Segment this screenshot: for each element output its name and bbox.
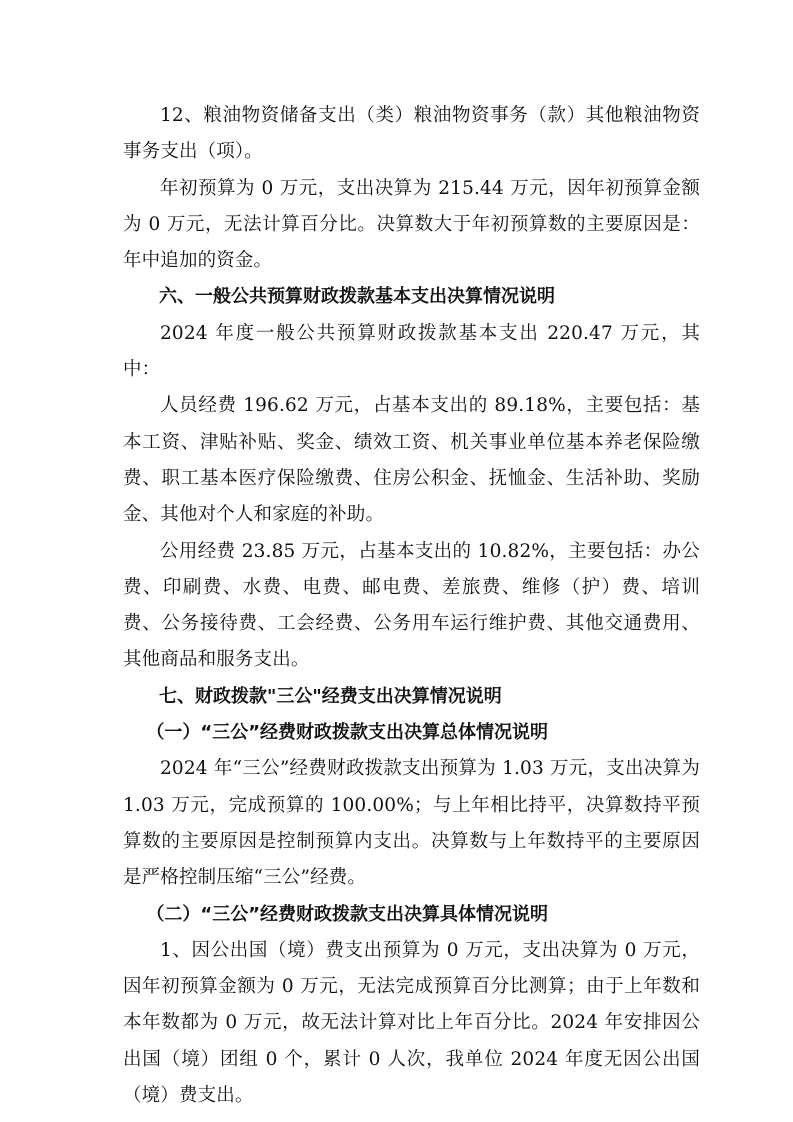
paragraph-item-12-detail: 年初预算为 0 万元，支出决算为 215.44 万元，因年初预算金额为 0 万元，无法计算百分比。决算数大于年初预算数的主要原因是：年中追加的资金。 [123, 177, 700, 272]
subsection-heading-7-2: （二）“三公”经费财政拨款支出决算具体情况说明 [146, 903, 549, 925]
subsection-heading-7-1: （一）“三公”经费财政拨款支出决算总体情况说明 [146, 722, 549, 744]
section-heading-7: 七、财政拨款"三公"经费支出决算情况说明 [159, 685, 502, 707]
paragraph-overseas-travel: 1、因公出国（境）费支出预算为 0 万元，支出决算为 0 万元，因年初预算金额为 0 万元，无法完成预算百分比测算；由于上年数和本年数都为 0 万元，故无法计算对比上年百分比。2024 年安排因公出国（境）团组 0 个，累计 0 人次，我单位 2024 年度无因公出国（境）费支出。 [123, 939, 700, 1107]
paragraph-item-12: 12、粮油物资储备支出（类）粮油物资事务（款）其他粮油物资事务支出（项）。 [123, 105, 700, 163]
paragraph-personnel-expenses: 人员经费 196.62 万元，占基本支出的 89.18%，主要包括：基本工资、津贴补贴、奖金、绩效工资、机关事业单位基本养老保险缴费、职工基本医疗保险缴费、住房公积金、抚恤金、生活补助、奖励金、其他对个人和家庭的补助。 [123, 395, 700, 526]
document-body [123, 98, 700, 1114]
paragraph-public-expenses: 公用经费 23.85 万元，占基本支出的 10.82%，主要包括：办公费、印刷费、水费、电费、邮电费、差旅费、维修（护）费、培训费、公务接待费、工会经费、公务用车运行维护费、其他交通费用、其他商品和服务支出。 [123, 540, 700, 671]
section-heading-6: 六、一般公共预算财政拨款基本支出决算情况说明 [159, 286, 555, 308]
paragraph-basic-expenditure-total: 2024 年度一般公共预算财政拨款基本支出 220.47 万元，其中： [123, 322, 700, 381]
paragraph-three-public-overall: 2024 年“三公”经费财政拨款支出预算为 1.03 万元，支出决算为 1.03 万元，完成预算的 100.00%；与上年相比持平，决算数持平预算数的主要原因是控制预算内支出。决算数与上年数持平的主要原因是严格控制压缩“三公”经费。 [123, 758, 700, 889]
